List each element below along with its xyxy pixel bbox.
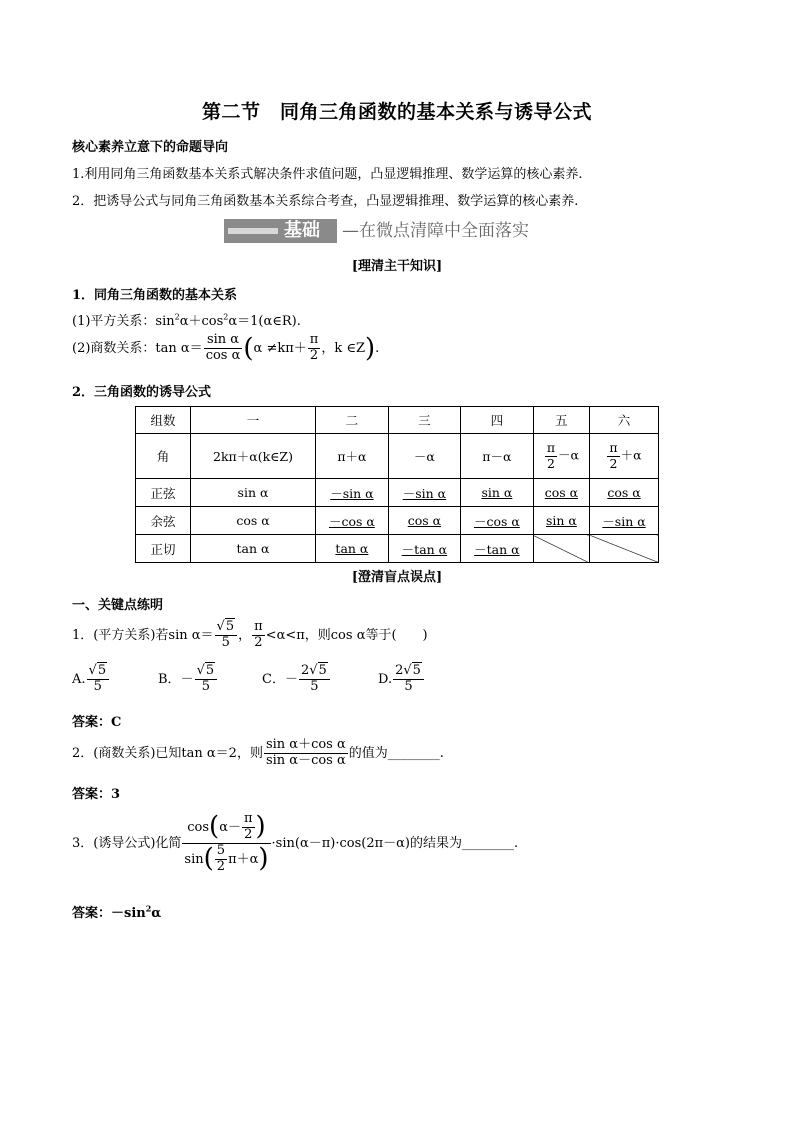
table-cell — [590, 434, 659, 479]
five: 5 — [93, 678, 102, 694]
cell-answer: －sin α — [602, 513, 646, 529]
pi-over-2 — [308, 333, 321, 364]
table-row-label: 正弦 — [136, 479, 191, 507]
cell-answer: －cos α — [328, 513, 375, 529]
pi-over-2 — [607, 441, 619, 471]
pi: π — [609, 440, 618, 456]
frac — [195, 664, 218, 695]
num — [182, 812, 270, 844]
frac — [242, 812, 255, 843]
cell-answer: －sin α — [402, 485, 447, 501]
intro-item-2: 2．把诱导公式与同角三角函数基本关系综合考查，凸显逻辑推理、数学运算的核心素养. — [72, 194, 579, 209]
question-1-options — [72, 664, 425, 695]
num: 2√5 — [299, 664, 330, 680]
table-cell — [590, 479, 659, 507]
table-header-row — [136, 407, 659, 434]
q3-prefix: 3．(诱导公式)化简 — [72, 835, 182, 851]
square-relation — [72, 310, 301, 329]
sq-mid: α＋cos — [179, 314, 224, 329]
frac — [87, 664, 110, 695]
sep: ， — [238, 627, 252, 643]
table-cell — [388, 479, 460, 507]
cell-answer: sin α — [545, 513, 577, 528]
two: 2 — [546, 455, 555, 471]
pi-over-2 — [252, 620, 265, 651]
two: 2 — [254, 634, 263, 650]
table-cell-empty — [590, 535, 659, 563]
opt-label: A. — [72, 671, 86, 687]
banner-bar — [224, 219, 337, 243]
table-cell — [316, 535, 389, 563]
table-row-tangent — [136, 535, 659, 563]
opt-label: B．－ — [158, 671, 194, 687]
five: 5 — [201, 678, 210, 694]
table-cell — [590, 507, 659, 535]
option-a — [72, 664, 158, 695]
num: 2√5 — [393, 664, 424, 680]
intro-item-1: 1.利用同角三角函数基本关系式解决条件求值问题，凸显逻辑推理、数学运算的核心素养. — [72, 167, 583, 182]
two: 2 — [300, 663, 310, 678]
cell-answer: －tan α — [401, 541, 448, 557]
num: √5 — [87, 664, 110, 680]
subheading-pitfalls: [澄清盲点误点] — [351, 570, 443, 585]
angle-tail: －α — [558, 447, 579, 463]
q2-den: sin α－cos α — [265, 752, 346, 768]
q2-suffix: 的值为________. — [348, 745, 444, 761]
num: √5 — [195, 664, 218, 680]
two: 2 — [244, 826, 253, 842]
paren-close: ) — [365, 333, 376, 364]
five: 5 — [205, 663, 215, 678]
table-cell — [533, 507, 589, 535]
q2-fraction — [264, 738, 348, 769]
table-cell — [533, 434, 589, 479]
five: 5 — [221, 634, 230, 650]
paren: ) — [255, 811, 266, 842]
five: 5 — [310, 678, 319, 694]
pi-over-2 — [545, 441, 557, 471]
two: 2 — [609, 455, 618, 471]
q1-cond: <α<π，则cos α等于( ) — [265, 627, 428, 643]
question-2 — [72, 738, 444, 769]
answer-suffix: α — [151, 906, 162, 921]
table-row-label: 角 — [136, 434, 191, 479]
pi: π — [546, 440, 556, 456]
table-cell: tan α — [191, 535, 316, 563]
banner-tail: —在微点清障中全面落实 — [342, 221, 529, 241]
quotient-relation — [72, 333, 379, 364]
table-cell — [460, 535, 533, 563]
table-row-cosine — [136, 507, 659, 535]
q1-prefix: 1．(平方关系)若sin α＝ — [72, 627, 214, 643]
angle-tail: ＋α — [620, 447, 642, 463]
table-cell — [533, 479, 589, 507]
table-cell-empty — [533, 535, 589, 563]
induction-formula-table — [135, 406, 659, 563]
cos: cos — [187, 819, 210, 835]
section-1-heading: 1．同角三角函数的基本关系 — [72, 288, 238, 303]
answer-3 — [72, 902, 161, 921]
pi-plus: π＋α — [228, 851, 259, 867]
table-row-sine — [136, 479, 659, 507]
two: 2 — [395, 663, 404, 678]
cell-answer: cos α — [544, 485, 579, 500]
cell-answer: －cos α — [473, 513, 520, 529]
table-header-cell: 六 — [590, 407, 659, 434]
option-b — [158, 664, 262, 695]
paren: ( — [203, 843, 214, 874]
cell-answer: cos α — [607, 485, 641, 500]
table-cell — [460, 479, 533, 507]
q-dot: . — [375, 340, 380, 356]
banner-word: 基础 — [284, 220, 320, 241]
five: 5 — [225, 619, 235, 634]
table-cell: －α — [388, 434, 460, 479]
sq-suffix: α＝1(α∈R). — [228, 314, 301, 329]
cell-answer: －tan α — [474, 541, 520, 557]
frac — [299, 664, 330, 695]
section-2-heading: 2．三角函数的诱导公式 — [72, 385, 212, 400]
q2-prefix: 2．(商数关系)已知tan α＝2，则 — [72, 745, 263, 761]
table-header-cell: 三 — [388, 407, 460, 434]
paren-open: ( — [243, 333, 254, 364]
question-1 — [72, 620, 428, 651]
two: 2 — [309, 347, 319, 363]
q-cond1: α ≠kπ＋ — [253, 340, 307, 356]
table-cell: cos α — [191, 507, 316, 535]
frac — [215, 844, 227, 875]
cell-answer: cos α — [407, 513, 442, 528]
pi: π — [254, 619, 263, 634]
banner-stripe — [228, 228, 278, 234]
five: 5 — [404, 678, 413, 694]
table-row-label: 正切 — [136, 535, 191, 563]
table-cell — [388, 535, 460, 563]
num: √5 — [215, 620, 238, 636]
table-header-cell: 一 — [191, 407, 316, 434]
answer-prefix: 答案：－sin — [72, 906, 146, 921]
sq-sup: 2 — [174, 312, 180, 322]
five: 5 — [97, 663, 107, 678]
sup: 2 — [145, 903, 152, 914]
sq-sup: 2 — [223, 312, 229, 322]
q3-fraction — [182, 812, 270, 875]
alpha-minus: α－ — [219, 819, 241, 835]
question-3 — [72, 812, 518, 875]
five: 5 — [318, 663, 327, 678]
frac — [393, 664, 424, 695]
cell-answer: tan α — [335, 541, 369, 556]
answer-1: 答案：C — [72, 715, 122, 730]
paren: ) — [258, 843, 269, 874]
table-cell: sin α — [191, 479, 316, 507]
table-cell — [316, 507, 389, 535]
q2-num: sin α＋cos α — [265, 737, 346, 752]
pi: π — [309, 332, 319, 347]
table-header-cell: 组数 — [136, 407, 191, 434]
five: 5 — [412, 663, 421, 678]
cell-answer: －sin α — [330, 485, 374, 501]
q3-suffix: ·sin(α－π)·cos(2π－α)的结果为________. — [271, 835, 519, 851]
table-angle-row — [136, 434, 659, 479]
sq-prefix: (1)平方关系：sin — [72, 314, 175, 329]
five: 5 — [216, 842, 226, 858]
q-cond2: ，k ∈Z — [321, 340, 365, 356]
subheading-knowledge: [理清主干知识] — [351, 259, 443, 274]
table-cell: π－α — [460, 434, 533, 479]
span — [182, 844, 270, 875]
opt-label: D. — [378, 671, 393, 687]
intro-heading: 核心素养立意下的命题导向 — [72, 140, 229, 155]
table-header-cell: 四 — [460, 407, 533, 434]
q-den: cos α — [205, 347, 241, 363]
cell-answer: sin α — [481, 485, 513, 500]
q-prefix: (2)商数关系：tan α＝ — [72, 340, 203, 356]
two: 2 — [216, 858, 226, 874]
quotient-fraction — [204, 333, 243, 364]
table-cell — [388, 507, 460, 535]
q-num: sin α — [204, 333, 243, 349]
page-title: 第二节 同角三角函数的基本关系与诱导公式 — [201, 101, 592, 123]
answer-2: 答案：3 — [72, 787, 121, 802]
sqrt5-over-5 — [215, 620, 238, 651]
part-1-heading: 一、关键点练明 — [72, 598, 164, 613]
table-cell — [460, 507, 533, 535]
table-row-label: 余弦 — [136, 507, 191, 535]
table-header-cell: 二 — [316, 407, 389, 434]
pi: π — [243, 811, 253, 826]
sin: sin — [184, 851, 204, 867]
opt-label: C．－ — [262, 671, 298, 687]
table-cell: π＋α — [316, 434, 389, 479]
table-cell — [316, 479, 389, 507]
option-d — [378, 664, 425, 695]
table-cell: 2kπ＋α(k∈Z) — [191, 434, 316, 479]
table-header-cell: 五 — [533, 407, 589, 434]
option-c — [262, 664, 378, 695]
paren: ( — [209, 811, 220, 842]
